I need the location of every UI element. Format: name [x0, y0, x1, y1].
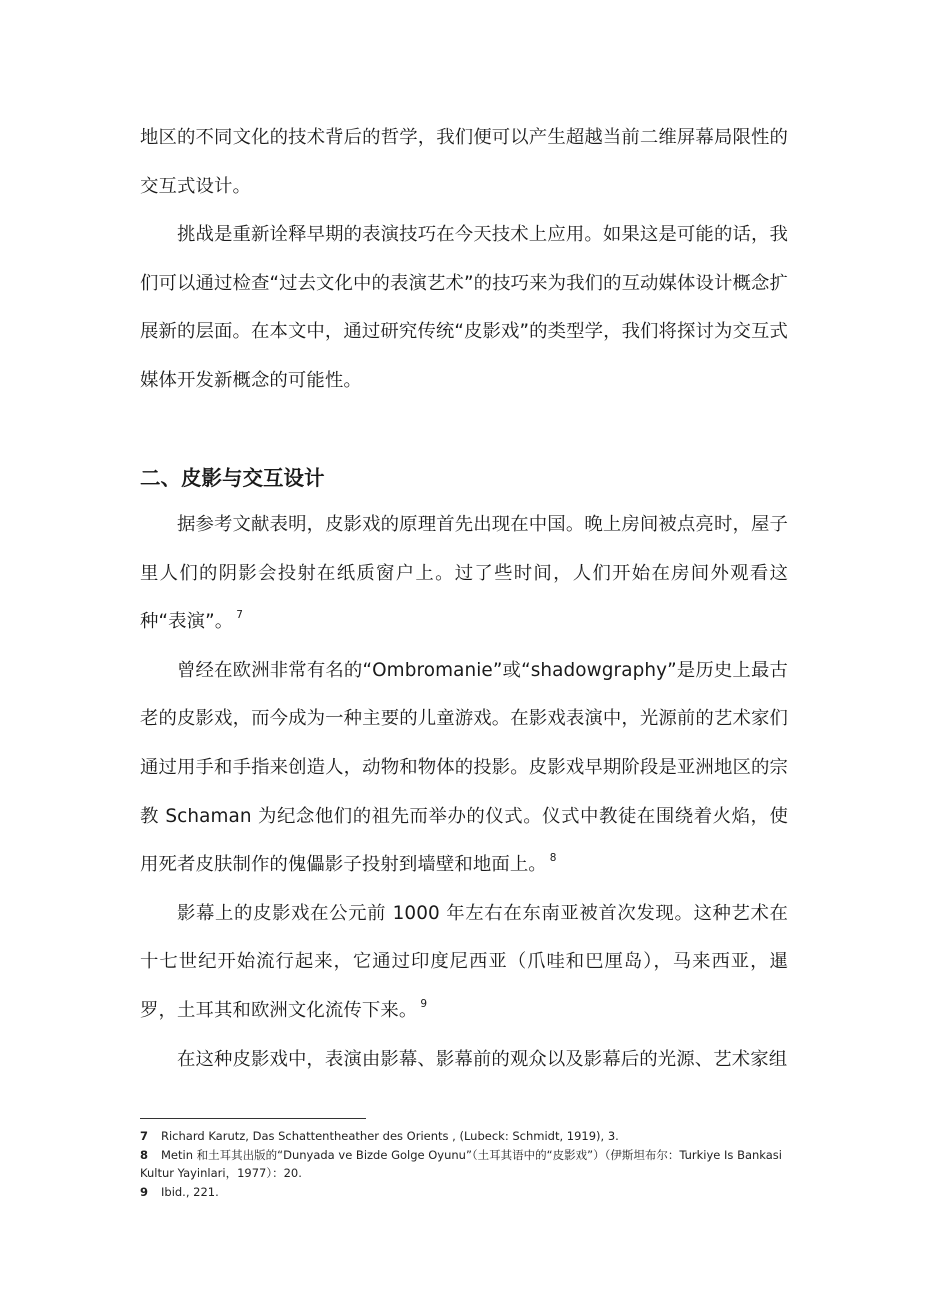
footnote-reference-8[interactable]: 8 — [549, 852, 557, 865]
paragraph-text: 曾经在欧洲非常有名的“Ombromanie”或“shadowgraphy”是历史上最古老的皮影戏，而今成为一种主要的儿童游戏。在影戏表演中，光源前的艺术家们通过用手和手指来创造人，动物和物体的投影。皮影戏早期阶段是亚洲地区的宗教 Schaman 为纪念他们的祖先而举办的仪式。仪式中教徒在围绕着火焰，使用死者皮肤制作的傀儡影子投射到墙壁和地面上。 — [140, 659, 788, 876]
paragraph — [140, 211, 788, 405]
footnote-number: 8 — [140, 1147, 149, 1162]
paragraph-text: 据参考文献表明，皮影戏的原理首先出现在中国。晚上房间被点亮时，屋子里人们的阴影会投射在纸质窗户上。过了些时间，人们开始在房间外观看这种“表演”。 — [140, 514, 788, 633]
paragraph-text: 影幕上的皮影戏在公元前 1000 年左右在东南亚被首次发现。这种艺术在十七世纪开始流行起来，它通过印度尼西亚（爪哇和巴厘岛），马来西亚，暹罗，土耳其和欧洲文化流传下来。 — [140, 902, 788, 1021]
paragraph-text: 在这种皮影戏中，表演由影幕、影幕前的观众以及影幕后的光源、艺术家组 — [177, 1048, 788, 1070]
paragraph-text: 挑战是重新诠释早期的表演技巧在今天技术上应用。如果这是可能的话，我们可以通过检查“过去文化中的表演艺术”的技巧来为我们的互动媒体设计概念扩展新的层面。在本文中，通过研究传统“皮影戏”的类型学，我们将探讨为交互式媒体开发新概念的可能性。 — [140, 224, 788, 391]
footnote-text: Metin 和土耳其出版的“Dunyada ve Bizde Golge Oyunu”（土耳其语中的“皮影戏”）（伊斯坦布尔：Turkiye Is Bankasi Kultur Yayinlari，1977）：20. — [140, 1147, 782, 1181]
footnotes — [140, 1127, 800, 1201]
paragraph — [140, 647, 788, 890]
footnote-number: 9 — [140, 1184, 149, 1199]
footnote-reference-9[interactable]: 9 — [420, 997, 428, 1010]
paragraph-text: 地区的不同文化的技术背后的哲学，我们便可以产生超越当前二维屏幕局限性的交互式设计。 — [140, 127, 788, 197]
paragraph — [140, 114, 788, 211]
footnote — [140, 1146, 800, 1183]
paragraph — [140, 1036, 788, 1085]
footnote-text: Richard Karutz, Das Schattentheather des Orients , (Lubeck: Schmidt, 1919), 3. — [161, 1129, 619, 1143]
footnote-text: Ibid., 221. — [161, 1184, 219, 1199]
paragraph — [140, 501, 788, 647]
body-text-top — [140, 114, 788, 406]
footnote — [140, 1127, 800, 1146]
footnote-divider — [140, 1118, 366, 1119]
footnote-number: 7 — [140, 1129, 149, 1143]
paragraph — [140, 890, 788, 1036]
body-text-bottom — [140, 501, 788, 1084]
section-heading: 二、皮影与交互设计 — [140, 466, 325, 490]
footnote — [140, 1183, 800, 1202]
footnote-reference-7[interactable]: 7 — [236, 609, 243, 622]
